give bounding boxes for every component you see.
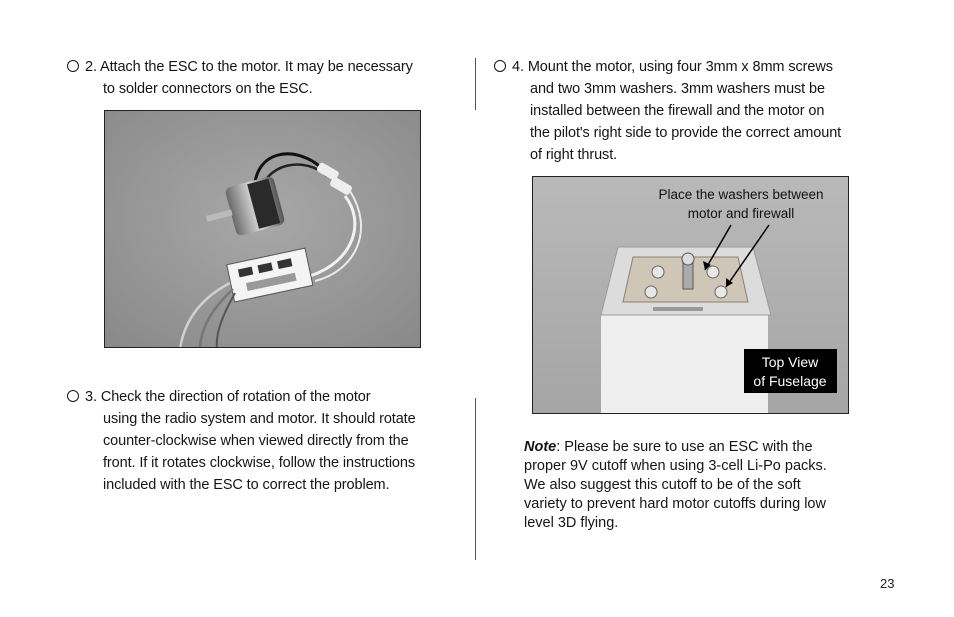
column-divider-top <box>475 58 476 110</box>
step-2 <box>67 56 413 100</box>
step-3-line-3: counter-clockwise when viewed directly from the <box>103 433 409 449</box>
fuselage-photo <box>532 176 849 414</box>
motor-esc-illustration <box>105 111 421 348</box>
view-label-line-1: Top View <box>761 354 819 370</box>
step-4 <box>494 56 841 166</box>
note <box>524 438 864 533</box>
step-3-line-2: using the radio system and motor. It should rotate <box>103 411 416 427</box>
note-line-4: variety to prevent hard motor cutoffs during low <box>524 496 826 512</box>
step-4-line-5: of right thrust. <box>530 147 618 163</box>
page-number: 23 <box>880 576 895 591</box>
column-divider-bottom <box>475 398 476 560</box>
callout-line-2: motor and firewall <box>687 206 795 221</box>
note-label: Note <box>524 439 557 455</box>
note-line-1: : Please be sure to use an ESC with the <box>556 439 813 455</box>
step-3-line-4: front. If it rotates clockwise, follow the instructions <box>103 455 416 471</box>
checkbox-icon[interactable] <box>67 60 79 72</box>
fuselage-illustration <box>533 177 849 414</box>
step-3 <box>67 386 416 496</box>
step-4-line-3: installed between the firewall and the motor on <box>530 103 825 119</box>
note-line-2: proper 9V cutoff when using 3-cell Li-Po packs. <box>524 458 827 474</box>
step-3-line-5: included with the ESC to correct the problem. <box>103 477 390 493</box>
view-label-line-2: of Fuselage <box>753 373 827 389</box>
step-4-line-2: and two 3mm washers. 3mm washers must be <box>530 81 825 97</box>
step-2-line-2: to solder connectors on the ESC. <box>103 81 313 97</box>
step-2-line-1: 2. Attach the ESC to the motor. It may be necessary <box>85 59 413 75</box>
note-line-5: level 3D flying. <box>524 515 619 531</box>
motor-esc-photo <box>104 110 421 348</box>
step-4-line-1: 4. Mount the motor, using four 3mm x 8mm screws <box>512 59 833 75</box>
note-line-3: We also suggest this cutoff to be of the soft <box>524 477 801 493</box>
step-3-line-1: 3. Check the direction of rotation of the motor <box>85 389 371 405</box>
callout-line-1: Place the washers between <box>658 187 824 202</box>
checkbox-icon[interactable] <box>494 60 506 72</box>
step-4-line-4: the pilot's right side to provide the correct amount <box>530 125 842 141</box>
checkbox-icon[interactable] <box>67 390 79 402</box>
